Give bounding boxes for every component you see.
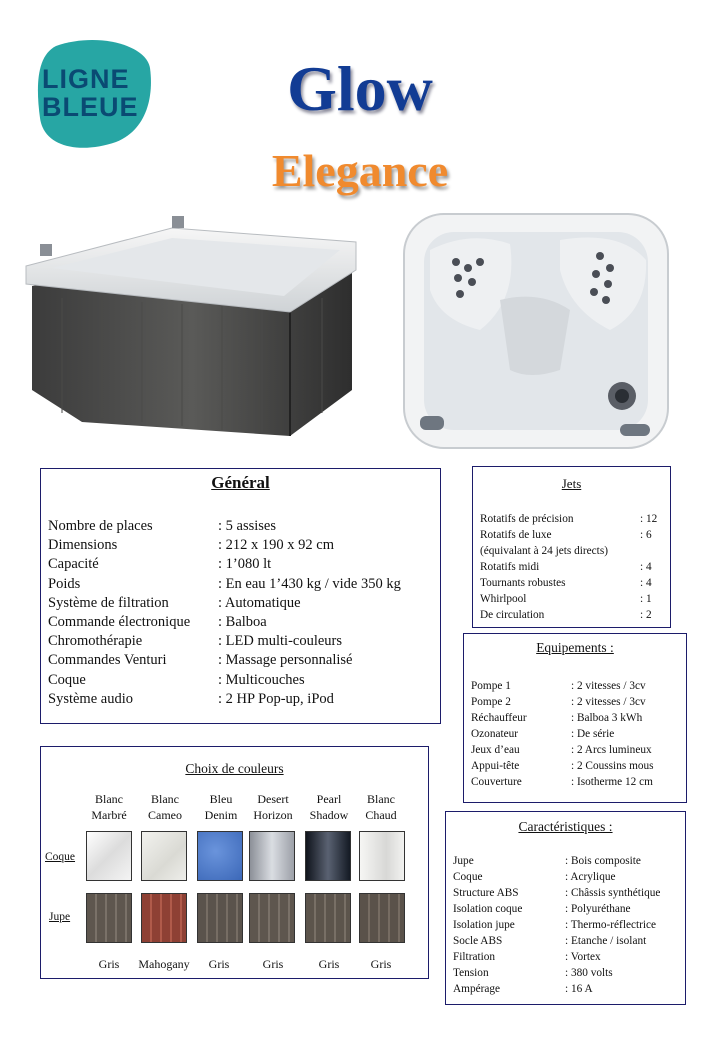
spec-value: : 212 x 190 x 92 cm xyxy=(218,537,334,554)
table-row xyxy=(471,710,654,726)
table-row xyxy=(480,527,657,543)
table-row xyxy=(453,949,660,965)
logo-line-2: BLEUE xyxy=(42,92,139,122)
spec-label: Socle ABS xyxy=(453,935,503,947)
shell-swatch-blanc-cameo[interactable] xyxy=(141,831,187,881)
spec-value: : 2 vitesses / 3cv xyxy=(571,696,646,708)
general-heading: Général xyxy=(211,473,270,492)
spec-label: Tournants robustes xyxy=(480,577,566,589)
general-specs-table xyxy=(48,517,401,709)
spec-label: Poids xyxy=(48,575,81,592)
spec-label: Commande électronique xyxy=(48,614,191,631)
spec-value: : Etanche / isolant xyxy=(565,935,647,947)
table-row xyxy=(453,981,660,997)
spec-value: : 2 vitesses / 3cv xyxy=(571,680,646,692)
spec-label: Coque xyxy=(48,671,86,688)
jupe-row-label: Jupe xyxy=(49,911,71,923)
table-row xyxy=(480,511,657,527)
spec-label: Pompe 1 xyxy=(471,680,511,692)
color-name: Pearl Shadow xyxy=(309,792,349,822)
skirt-swatch-mahogany[interactable] xyxy=(141,893,187,943)
table-row xyxy=(48,575,401,594)
table-row xyxy=(480,543,657,559)
spec-value: : Massage personnalisé xyxy=(218,652,353,669)
spec-label: Rotatifs de luxe xyxy=(480,529,552,541)
color-choices-box xyxy=(40,746,429,979)
spec-value: : 6 xyxy=(640,529,652,541)
spec-label: Jupe xyxy=(453,855,474,867)
spec-value: : LED multi-couleurs xyxy=(218,633,343,650)
spec-label: Nombre de places xyxy=(48,518,153,535)
spec-value: : 16 A xyxy=(565,983,593,995)
jets-heading: Jets xyxy=(561,476,582,491)
caracteristiques-table xyxy=(453,853,660,997)
caracteristiques-heading: Caractéristiques : xyxy=(518,819,613,834)
spec-value: : 380 volts xyxy=(565,967,613,979)
spec-label: Rotatifs midi xyxy=(480,561,540,573)
spec-value: : Bois composite xyxy=(565,855,641,867)
spec-value: : 4 xyxy=(640,561,652,573)
spec-value: : Automatique xyxy=(218,594,301,611)
coque-row-label: Coque xyxy=(45,851,76,863)
table-row xyxy=(480,575,657,591)
caracteristiques-box xyxy=(445,811,686,1005)
color-name: Blanc Cameo xyxy=(148,792,182,822)
spec-label: Rotatifs de précision xyxy=(480,513,574,525)
skirt-swatch-gris[interactable] xyxy=(249,893,295,943)
general-specs-box xyxy=(40,468,441,724)
skirt-swatch-gris[interactable] xyxy=(197,893,243,943)
spec-label: Coque xyxy=(453,871,483,883)
spec-label: Chromothérapie xyxy=(48,633,143,650)
spec-label: Ampérage xyxy=(453,983,501,995)
spec-value: : Châssis synthétique xyxy=(565,887,661,899)
equipements-table xyxy=(471,678,654,790)
spec-label: Couverture xyxy=(471,776,522,788)
spec-value: : Polyuréthane xyxy=(565,903,631,915)
spec-value: : 2 xyxy=(640,609,652,621)
spec-label: Dimensions xyxy=(48,537,118,554)
spec-value: : 4 xyxy=(640,577,652,589)
table-row xyxy=(453,869,660,885)
spec-value: : Vortex xyxy=(565,951,601,963)
table-row xyxy=(48,536,401,555)
table-row xyxy=(480,591,657,607)
table-row xyxy=(48,555,401,574)
product-subtitle: Elegance xyxy=(271,145,449,196)
spec-label: Jeux d’eau xyxy=(471,744,520,756)
skirt-swatch-gris[interactable] xyxy=(359,893,405,943)
jets-box xyxy=(472,466,671,628)
spec-label: Appui-tête xyxy=(471,760,520,772)
equipements-heading: Equipements : xyxy=(536,640,614,655)
table-row xyxy=(471,742,654,758)
spec-value: : 5 assises xyxy=(218,518,276,535)
table-row xyxy=(480,607,657,623)
table-row xyxy=(471,758,654,774)
skirt-name: Gris xyxy=(98,957,120,971)
spa-side-photo xyxy=(22,208,362,448)
color-name: Desert Horizon xyxy=(253,792,293,822)
spec-label: Réchauffeur xyxy=(471,712,527,724)
table-row xyxy=(48,651,401,670)
skirt-name: Gris xyxy=(262,957,284,971)
color-name: Blanc Marbré xyxy=(91,792,127,822)
spec-label: Tension xyxy=(453,967,489,979)
table-row xyxy=(453,917,660,933)
spec-value: : Thermo-réflectrice xyxy=(565,919,657,931)
spec-label: Commandes Venturi xyxy=(48,652,167,669)
product-title: Glow xyxy=(287,53,433,124)
shell-swatch-bleu-denim[interactable] xyxy=(197,831,243,881)
color-name: Blanc Chaud xyxy=(365,792,397,822)
spec-value: : De série xyxy=(571,728,615,740)
table-row xyxy=(453,901,660,917)
ligne-bleue-logo xyxy=(36,38,154,150)
table-row xyxy=(471,774,654,790)
jets-table xyxy=(480,511,657,623)
table-row xyxy=(48,613,401,632)
spec-value: : 12 xyxy=(640,513,658,525)
equipements-box xyxy=(463,633,687,803)
spec-label: Pompe 2 xyxy=(471,696,511,708)
table-row xyxy=(453,853,660,869)
table-row xyxy=(453,933,660,949)
spec-value: : Acrylique xyxy=(565,871,616,883)
spec-value: : Isotherme 12 cm xyxy=(571,776,653,788)
spec-value: : 1 xyxy=(640,593,652,605)
spec-label: Système de filtration xyxy=(48,594,169,611)
table-row xyxy=(48,690,401,709)
spec-label: Whirlpool xyxy=(480,593,527,605)
spec-value: : 2 Coussins mous xyxy=(571,760,654,772)
table-row xyxy=(453,965,660,981)
spec-value: : En eau 1’430 kg / vide 350 kg xyxy=(218,575,401,592)
spec-label: Filtration xyxy=(453,951,496,963)
skirt-name: Mahogany xyxy=(138,957,190,971)
shell-swatch-blanc-chaud[interactable] xyxy=(359,831,405,881)
spec-value: : Balboa xyxy=(218,614,267,631)
spec-label: Ozonateur xyxy=(471,728,519,740)
spec-value: : Multicouches xyxy=(218,671,305,688)
shell-swatch-desert-horizon[interactable] xyxy=(249,831,295,881)
spec-label: Capacité xyxy=(48,556,99,573)
table-row xyxy=(471,678,654,694)
spec-value: : 1’080 lt xyxy=(218,556,272,573)
table-row xyxy=(48,594,401,613)
skirt-name: Gris xyxy=(208,957,230,971)
table-row xyxy=(48,632,401,651)
spa-top-photo xyxy=(400,210,672,452)
table-row xyxy=(471,694,654,710)
logo-line-1: LIGNE xyxy=(42,64,130,94)
spec-label: Isolation jupe xyxy=(453,919,515,931)
skirt-swatch-gris[interactable] xyxy=(86,893,132,943)
table-row xyxy=(48,671,401,690)
skirt-name: Gris xyxy=(318,957,340,971)
spec-note: (équivalant à 24 jets directs) xyxy=(480,545,608,557)
skirt-name: Gris xyxy=(370,957,392,971)
spec-label: Système audio xyxy=(48,690,133,707)
skirt-swatch-gris[interactable] xyxy=(305,893,351,943)
colors-heading: Choix de couleurs xyxy=(185,761,284,776)
table-row xyxy=(48,517,401,536)
spec-value: : 2 Arcs lumineux xyxy=(571,744,652,756)
spec-label: Structure ABS xyxy=(453,887,519,899)
table-row xyxy=(480,559,657,575)
color-name: Bleu Denim xyxy=(204,792,238,822)
spec-value: : Balboa 3 kWh xyxy=(571,712,643,724)
spec-label: De circulation xyxy=(480,609,545,621)
shell-swatch-pearl-shadow[interactable] xyxy=(305,831,351,881)
shell-swatch-blanc-marbre[interactable] xyxy=(86,831,132,881)
spec-value: : 2 HP Pop-up, iPod xyxy=(218,690,334,707)
table-row xyxy=(453,885,660,901)
table-row xyxy=(471,726,654,742)
spec-label: Isolation coque xyxy=(453,903,523,915)
